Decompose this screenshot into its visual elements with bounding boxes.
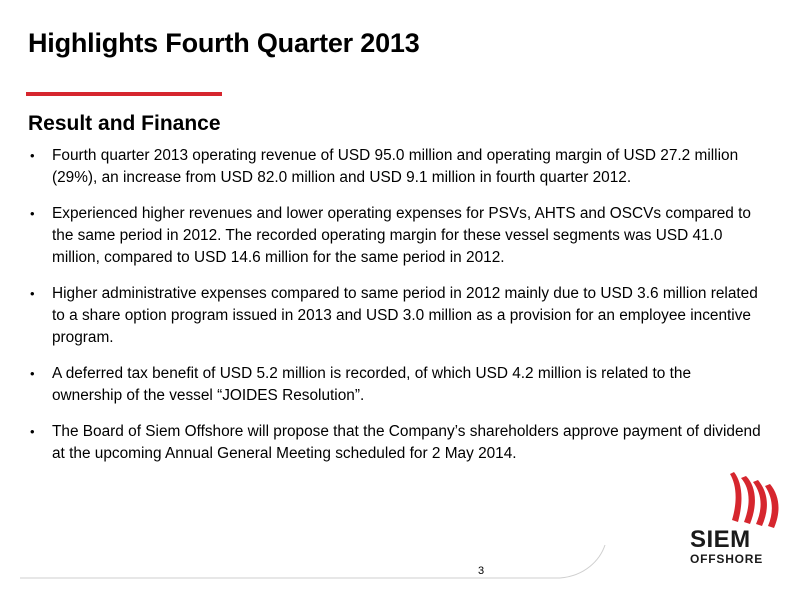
page-number: 3 bbox=[478, 565, 485, 577]
logo-wordmark-offshore: OFFSHORE bbox=[690, 552, 764, 566]
bullet-marker: • bbox=[30, 424, 35, 439]
bullet-list bbox=[30, 145, 765, 479]
bullet-text: A deferred tax benefit of USD 5.2 million is recorded, of which USD 4.2 million is related to the ownership of the vessel “JOIDES Resolution”. bbox=[52, 365, 692, 404]
footer-swoosh bbox=[0, 540, 620, 600]
logo-wordmark-siem: SIEM bbox=[690, 526, 751, 553]
bullet-text: The Board of Siem Offshore will propose that the Company’s shareholders approve payment of dividend at the upcoming Annual General Meeting scheduled for 2 May 2014. bbox=[52, 423, 761, 462]
bullet-marker: • bbox=[30, 206, 35, 221]
bullet-marker: • bbox=[30, 148, 35, 163]
bullet-item bbox=[30, 145, 765, 189]
bullet-item bbox=[30, 203, 765, 269]
title-underline bbox=[26, 92, 222, 96]
bullet-item bbox=[30, 363, 765, 407]
section-subtitle: Result and Finance bbox=[28, 112, 221, 135]
bullet-text: Fourth quarter 2013 operating revenue of USD 95.0 million and operating margin of USD 27.2 million (29%), an increase from USD 82.0 million and USD 9.1 million in fourth quarter 2012. bbox=[52, 147, 739, 186]
bullet-text: Higher administrative expenses compared to same period in 2012 mainly due to USD 3.6 million related to a share option program issued in 2013 and USD 3.0 million as a provision for an employee incentive program. bbox=[52, 285, 758, 346]
bullet-marker: • bbox=[30, 366, 35, 381]
bullet-item bbox=[30, 283, 765, 349]
slide-title: Highlights Fourth Quarter 2013 bbox=[28, 28, 420, 58]
bullet-marker: • bbox=[30, 286, 35, 301]
bullet-text: Experienced higher revenues and lower operating expenses for PSVs, AHTS and OSCVs compared to the same period in 2012. The recorded operating margin for these vessel segments was USD 41.0 million, compared to USD 14.6 million for the same period in 2012. bbox=[52, 205, 751, 266]
bullet-item bbox=[30, 421, 765, 465]
